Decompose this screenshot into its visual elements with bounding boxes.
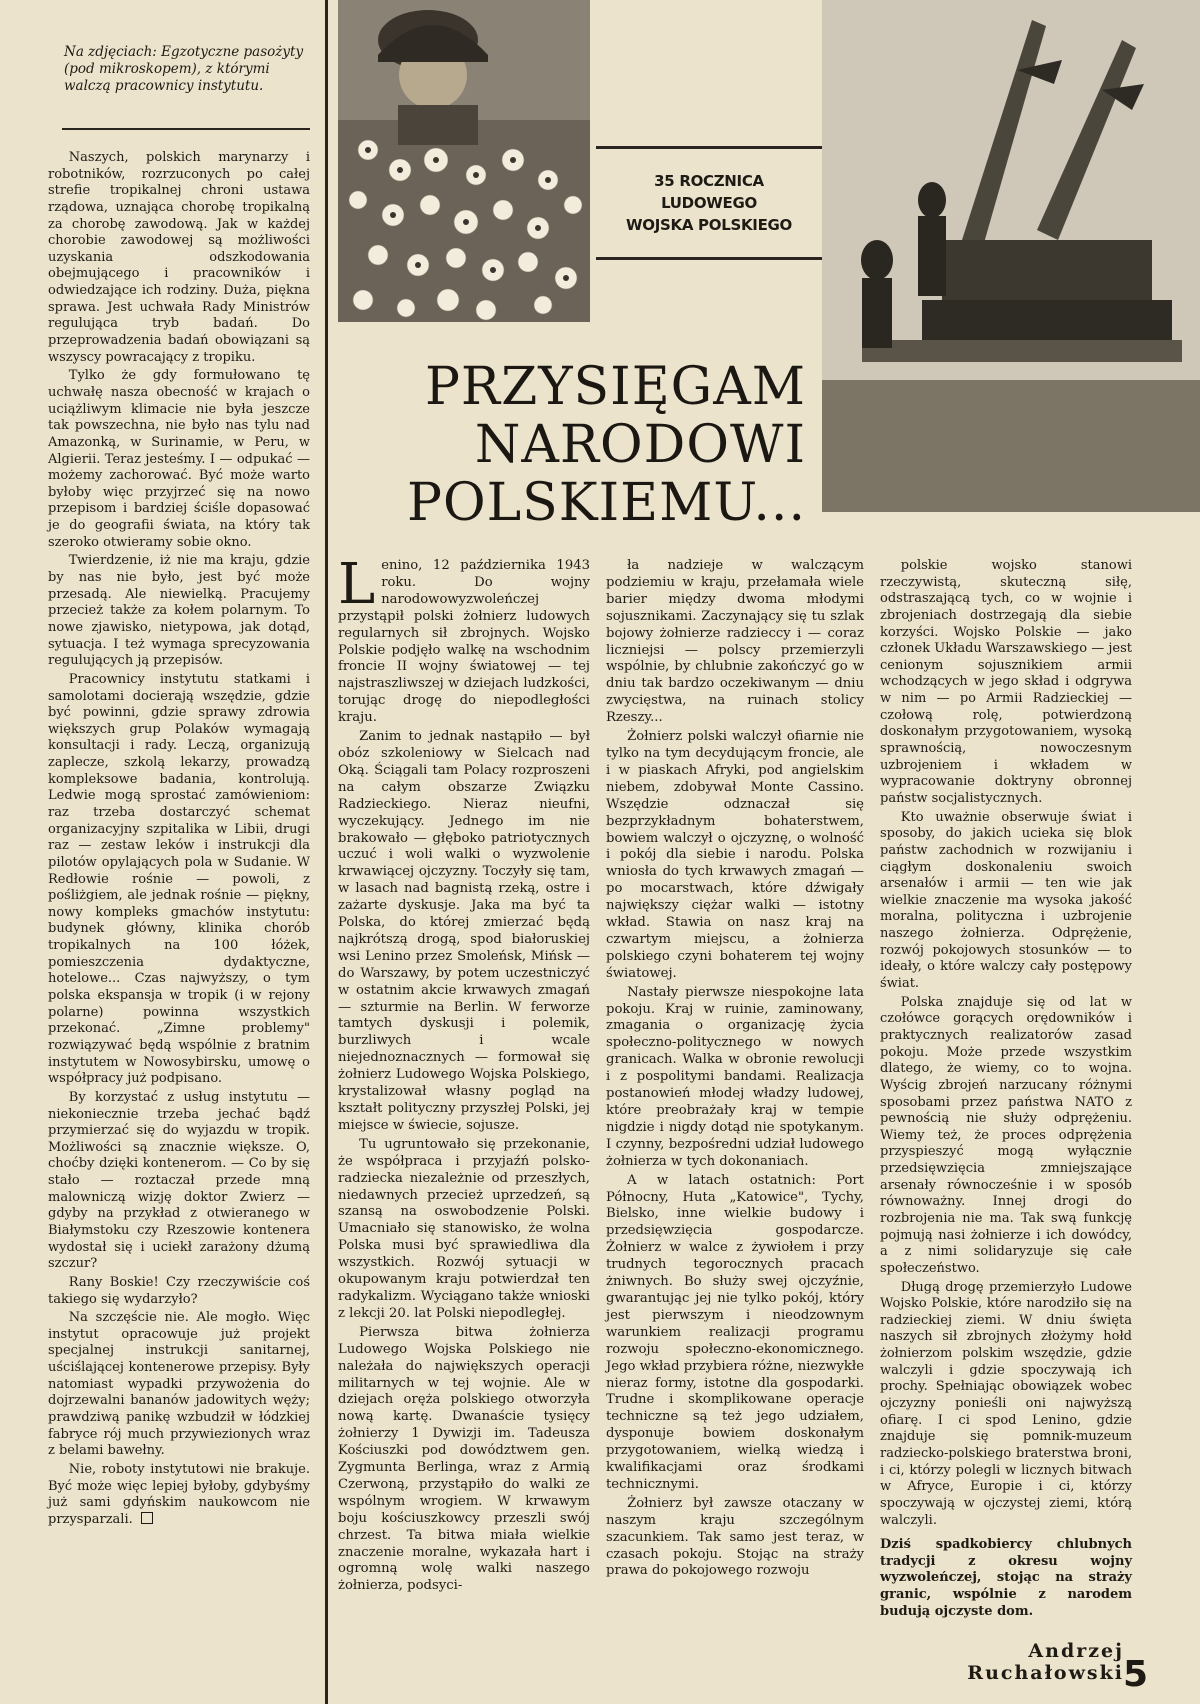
drop-cap: L	[338, 552, 376, 617]
article-headline	[336, 358, 806, 532]
paragraph: Twierdzenie, iż nie ma kraju, gdzie by nas nie było, jest być może przesadą. Ale niewielką. Pracujemy przecież także za kołem polarnym. To nowe zjawisko, nietypowa, jak dotąd, sytuacja. I też wymaga sprecyzowania regulujących ją przepisów.	[48, 553, 310, 669]
soldier-in-flowers-photo	[338, 0, 590, 322]
paragraph: Kto uważnie obserwuje świat i sposoby, do jakich ucieka się blok państw zachodnich w rozwijaniu i ciągłym doskonaleniu swoich arsenałów i armii — ten wie jak wielkie znaczenie ma wysoka jakość moralna, polityczna i uzbrojenie naszego żołnierza. Odprężenie, rozwój pokojowych stosunków — to ideały, o które walczy cały postępowy świat.	[880, 809, 1132, 992]
lede-paragraph: Lenino, 12 października 1943 roku. Do wojny narodowowyzwoleńczej przystąpił polski żołnierz ludowych regularnych sił zbrojnych. Wojsko Polskie podjęło walkę na wschodnim froncie II wojny światowej — tej najstraszliwszej w dziejach ludzkości, torując drogę do niepodległości kraju.	[338, 552, 590, 726]
paragraph: Tu ugruntowało się przekonanie, że współpraca i przyjaźń polsko-radziecka niezależnie od przeszłych, niedawnych przecież uprzedzeń, są szansą na oswobodzenie Polski. Umacniało się stanowisko, że wolna Polska musi być sprawiedliwa dla wszystkich. Rozwój sytuacji w okupowanym kraju potwierdzał ten radykalizm. Wyciągano także wnioski z lekcji 20. lat Polski niepodległej.	[338, 1136, 590, 1321]
article-column-3	[606, 558, 864, 1582]
author-signature: Andrzej Ruchałowski	[967, 1640, 1124, 1684]
article-column-4	[880, 558, 1132, 1622]
paragraph: Żołnierz był zawsze otaczany w naszym kraju szczególnym szacunkiem. Tak samo jest teraz, w czasach pokoju. Stojąc na straży prawa do pokojowego rozwoju	[606, 1495, 864, 1579]
paragraph: Nastały pierwsze niespokojne lata pokoju. Kraj w ruinie, zaminowany, zmagania o organizację życia społeczno-politycznego w nowych granicach. Walka w obronie rewolucji i z pospolitymi bandami. Realizacja postanowień młodej władzy ludowej, które preobrażały kraj w tempie nigdzie i nigdy dotąd nie spotykanym. I czynny, bezpośredni udział ludowego żołnierza w tych dokonaniach.	[606, 984, 864, 1169]
end-of-article-icon	[141, 1512, 153, 1524]
paragraph: polskie wojsko stanowi rzeczywistą, skuteczną siłę, odstraszającą tych, co w wojnie i zbrojeniach dostrzegają dla siebie korzyści. Wojsko Polskie — jako członek Układu Warszawskiego — jest cenionym sojusznikiem armii wchodzących w jego skład i odgrywa w nim — po Armii Radzieckiej — czołową rolę, potwierdzoną doskonałym przygotowaniem, wysoką sprawnością, nowoczesnym uzbrojeniem i wkładem w wypracowanie doktryny obronnej państw socjalistycznych.	[880, 558, 1132, 806]
paragraph: Rany Boskie! Czy rzeczywiście coś takiego się wydarzyło?	[48, 1274, 310, 1307]
paragraph: Polska znajduje się od lat w czołówce gorących orędowników i praktycznych realizatorów zasad pokoju. Może przede wszystkim dlatego, że wiemy, co to wojna. Wyścig zbrojeń narzucany różnymi sposobami przez państwa NATO z pewnością nie służy odprężeniu. Wiemy też, że proces odprężenia przyspieszyć mogą wyłącznie przedsięwzięcia zmniejszające arsenały równocześnie i w sposób równoważny. Innej drogi do rozbrojenia nie ma. Tak swą funkcję pojmują nasi żołnierze i ich dowódcy, a z nimi solidaryzuje się całe społeczeństwo.	[880, 994, 1132, 1276]
headline-line-3: POLSKIEMU...	[406, 473, 806, 533]
paragraph: Pierwsza bitwa żołnierza Ludowego Wojska Polskiego nie należała do największych operacji militarnych w tej wojnie. Ale w dziejach oręża polskiego otworzyła nową kartę. Dwanaście tysięcy żołnierzy 1 Dywizji im. Tadeusza Kościuszki pod dowództwem gen. Zygmunta Berlinga, wraz z Armią Czerwoną, przystąpiło do walki ze wspólnym wrogiem. W krwawym boju kościuszkowcy przeszli swój chrzest. Ta bitwa miała wielkie znaczenie moralne, wykazała hart i ogromną wolę walki naszego żołnierza, podsyci-	[338, 1324, 590, 1594]
paragraph: Pracownicy instytutu statkami i samolotami docierają wszędzie, gdzie być powinni, gdzie sprawy zdrowia większych grup Polaków wymagają konsultacji i rady. Leczą, organizują zaplecze, szkolą lekarzy, prowadzą kompleksowe badania, kontrolują. Ledwie mogą sprostać zamówieniom: raz trzeba dostarczyć schemat organizacyjny szpitalika w Libii, drugi raz — zestaw leków i instrukcji dla pilotów opylających pola w Sudanie. W Redłowie rośnie — powoli, z pośliżgiem, ale jednak rośnie — piękny, nowy kompleks gmachów instytutu: budynek główny, klinika chorób tropikalnych na 100 łóżek, pomieszczenia dydaktyczne, hotelowe... Czas najwyższy, o tym polska ekspansja w tropik (i w rejony polarne) powinna wszystkich przekonać. „Zimne problemy" rozwiązywać będą wspólnie z bratnim instytutem w Nowosybirsku, umowę o współpracy już podpisano.	[48, 671, 310, 1087]
paragraph: Żołnierz polski walczył ofiarnie nie tylko na tym decydującym froncie, ale i w piaskach Afryki, pod angielskim niebem, zdobywał Monte Cassino. Wszędzie odznaczał się bezprzykładnym bohaterstwem, bowiem walczył o ojczyznę, o wolność i pokój dla siebie i narodu. Polska wniosła do tych krwawych zmagań — po mocarstwach, które dźwigały największy ciężar walki — istotny wkład. Stawia on nasz kraj na czwartym miejscu, a żołnierza polskiego czyni bohaterem tej wojny światowej.	[606, 729, 864, 981]
anniversary-title-line-3: WOJSKA POLSKIEGO	[626, 216, 792, 234]
anniversary-title-box	[596, 146, 822, 260]
paragraph: Na szczęście nie. Ale mogło. Więc instytut opracowuje już projekt specjalnej instrukcji sanitarnej, uściślającej kontenerowe przepisy. Były natomiast wypadki przywożenia do dojrzewalni bananów jadowitych węży; prawdziwą panikę wzbudził w łódzkiej fabryce rój much przywiezionych wraz z belami bawełny.	[48, 1310, 310, 1459]
headline-line-1: PRZYSIĘGAM	[424, 357, 806, 417]
column-divider-left	[325, 0, 328, 1704]
paragraph: Tylko że gdy formułowano tę uchwałę nasza obecność w krajach o uciążliwym klimacie nie była jeszcze tak powszechna, nie było nas tylu nad Amazonką, w Surinamie, w Peru, w Algierii. Teraz jesteśmy. I — odpukać — możemy zachorować. Być może warto byłoby więc przyjrzeć się na nowo przepisom i bardziej ściśle dopasować je do geografii świata, na który tak szeroko otwieramy sobie okno.	[48, 368, 310, 550]
anniversary-title-line-2: LUDOWEGO	[661, 194, 757, 212]
headline-line-2: NARODOWI	[474, 415, 806, 475]
missile-launcher-photo	[822, 0, 1200, 512]
article-column-2	[338, 552, 590, 1597]
paragraph: A w latach ostatnich: Port Północny, Huta „Katowice", Tychy, Bielsko, inne wielkie budowy i przedsięwzięcia gospodarcze. Żołnierz w walce z żywiołem i przy trudnych tegorocznych pracach żniwnych. Bo służy swej ojczyźnie, gwarantując jej nie tylko pokój, który jest pierwszym i nieodzownym warunkiem realizacji programu rozwoju społeczno-ekonomicznego. Jego wkład przybiera różne, niezwykłe nieraz formy, istotne dla gospodarki. Trudne i skomplikowane operacje techniczne są też jego udziałem, dysponuje bowiem doskonałym przygotowaniem, wielką wiedzą i kwalifikacjami oraz środkami technicznymi.	[606, 1172, 864, 1492]
caption-divider	[62, 128, 310, 130]
anniversary-title-line-1: 35 ROCZNICA	[654, 172, 764, 190]
article-column-1	[48, 150, 310, 1531]
paragraph: ła nadzieje w walczącym podziemiu w kraju, przełamała wiele barier między dwoma młodymi sojusznikami. Zaczynający się tu szlak bojowy żołnierze radzieccy i — coraz liczniejsi — polscy przemierzyli wspólnie, by chlubnie zakończyć go w dniu tak bardzo oczekiwanym — dniu zwycięstwa, na ruinach stolicy Rzeszy...	[606, 558, 864, 726]
paragraph: Długą drogę przemierzyło Ludowe Wojsko Polskie, które narodziło się na radzieckiej ziemi. W dniu święta naszych sił zbrojnych złożymy hołd żołnierzom polskim wszędzie, gdzie walczyli i gdzie spoczywają ich prochy. Spełniając obowiązek wobec ojczyzny ponieśli oni najwyższą ofiarę. I ci spod Lenino, gdzie znajduje się pomnik-muzeum radziecko-polskiego braterstwa broni, i ci, którzy polegli w licznych bitwach w Afryce, Europie i ci, którzy spoczywają w ojczystej ziemi, którą walczyli.	[880, 1279, 1132, 1528]
paragraph: Nie, roboty instytutowi nie brakuje. Być może więc lepiej byłoby, gdybyśmy już sami gdyńskim naukowcom nie przysparzali.	[48, 1461, 310, 1527]
photo-caption: Na zdjęciach: Egzotyczne pasożyty (pod mikroskopem), z którymi walczą pracownicy instytutu.	[64, 44, 304, 94]
paragraph: Naszych, polskich marynarzy i robotników, rozrzuconych po całej strefie tropikalnej chroni ustawa rządowa, uznająca chorobę tropikalną za chorobę zawodową. Jak w każdej chorobie zawodowej są możliwości uzyskania odszkodowania obejmującego i pracowników i odwiedzające ich rodziny. Duża, piękna sprawa. Jest uchwała Rady Ministrów regulująca tryb badań. Do przeprowadzenia badań obowiązani są wszyscy powracający z tropiku.	[48, 150, 310, 365]
paragraph: By korzystać z usług instytutu — niekoniecznie trzeba jechać bądź przymierzać się do wyjazdu w tropik. Możliwości są znacznie większe. O, choćby dzięki kontenerom. — Co by się stało — roztaczał przede mną malowniczą wizję doktor Zwierz — gdyby na przykład z otwieranego w Białymstoku czy Rzeszowie kontenera wydostał się i uciekł zarażony dżumą szczur?	[48, 1089, 310, 1272]
paragraph: Zanim to jednak nastąpiło — był obóz szkoleniowy w Sielcach nad Oką. Ściągali tam Polacy rozproszeni na całym obszarze Związku Radzieckiego. Nieraz nieufni, wyczekujący. Jednego im nie brakowało — głęboko patriotycznych uczuć i woli walki o wyzwolenie krwawiącej ojczyzny. Toczyły się tam, w lasach nad bagnistą rzeką, ostre i zażarte dyskusje. Jaka ma być ta Polska, do której zmierzać będą najkrótszą drogą, spod białoruskiej wsi Lenino przez Smoleńsk, Mińsk — do Warszawy, by potem uczestniczyć w ostatnim akcie krwawych zmagań — szturmie na Berlin. W ferworze tamtych dyskusji i polemik, burzliwych i wcale niejednoznacznych — formował się żołnierz Ludowego Wojska Polskiego, krystalizował własny pogląd na kształt polityczny przyszłej Polski, jej miejsce w świecie, sojusze.	[338, 729, 590, 1133]
page-number: 5	[1122, 1654, 1148, 1695]
closing-statement: Dziś spadkobiercy chlubnych tradycji z okresu wojny wyzwoleńczej, stojąc na straży granic, wspólnie z narodem budują ojczyste dom.	[880, 1537, 1132, 1619]
